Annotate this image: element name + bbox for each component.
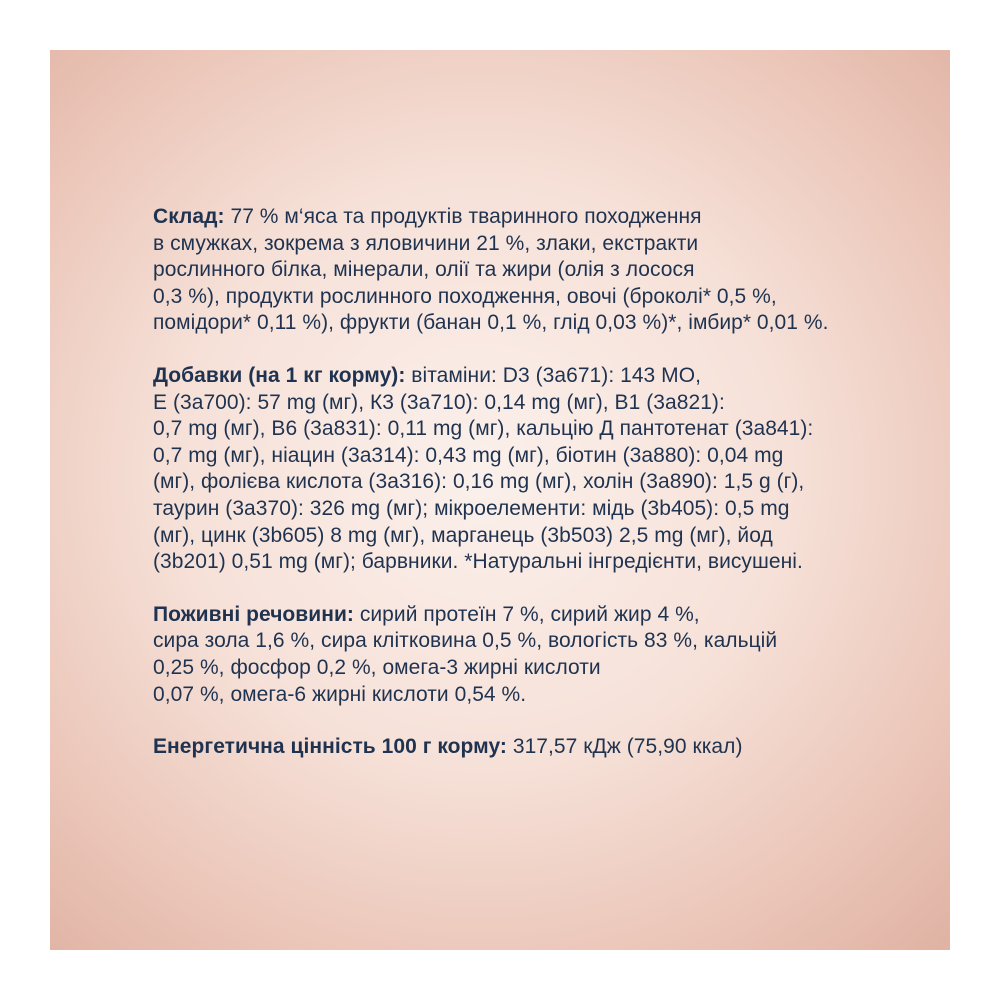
additives-text-1: вітаміни: D3 (3а671): 143 МО,: [405, 363, 701, 387]
ingredients-text-block: [153, 204, 853, 761]
nutrients-line-4: 0,07 %, омега-6 жирні кислоти 0,54 %.: [153, 682, 527, 706]
nutrients-text-1: сирий протеїн 7 %, сирий жир 4 %,: [353, 602, 700, 626]
composition-section: [153, 204, 853, 337]
nutrients-line-3: 0,25 %, фосфор 0,2 %, омега-3 жирні кислоти: [153, 655, 601, 679]
nutrients-line-1: [153, 602, 853, 629]
additives-line-2: Е (3а700): 57 mg (мг), К3 (3а710): 0,14 mg (мг), В1 (3а821):: [153, 390, 725, 414]
nutrients-heading: Поживні речовини:: [153, 602, 354, 626]
additives-section: [153, 363, 853, 576]
composition-line-4: 0,3 %), продукти рослинного походження, овочі (броколі* 0,5 %,: [153, 284, 777, 308]
energy-section: [153, 734, 853, 761]
composition-text-1: 77 % м‘яса та продуктів тваринного походження: [224, 205, 702, 228]
nutrients-line-2: сира зола 1,6 %, сира клітковина 0,5 %, вологість 83 %, кальцій: [153, 629, 778, 653]
nutrients-section: [153, 602, 853, 708]
composition-line-3: рослинного білка, мінерали, олії та жири (олія з лосося: [153, 258, 695, 282]
energy-line-1: [153, 734, 853, 761]
additives-heading: Добавки (на 1 кг корму):: [153, 363, 406, 387]
additives-line-1: [153, 363, 853, 390]
composition-line-5: помідори* 0,11 %), фрукти (банан 0,1 %, глід 0,03 %)*, імбир* 0,01 %.: [153, 311, 829, 335]
composition-heading: Склад:: [153, 205, 225, 228]
label-panel: [50, 50, 950, 950]
additives-line-4: 0,7 mg (мг), ніацин (3а314): 0,43 mg (мг), біотин (3а880): 0,04 mg: [153, 443, 784, 467]
energy-heading: Енергетична цінність 100 г корму:: [153, 735, 507, 759]
composition-line-2: в смужках, зокрема з яловичини 21 %, злаки, екстракти: [153, 231, 699, 255]
energy-text-1: 317,57 кДж (75,90 ккал): [506, 735, 743, 759]
additives-line-3: 0,7 mg (мг), В6 (3а831): 0,11 mg (мг), кальцію Д пантотенат (3а841):: [153, 417, 814, 441]
composition-line-1: [153, 204, 853, 231]
additives-line-7: (мг), цинк (3b605) 8 mg (мг), марганець (3b503) 2,5 mg (мг), йод: [153, 523, 773, 547]
additives-line-8: (3b201) 0,51 mg (мг); барвники. *Натуральні інгредієнти, висушені.: [153, 550, 803, 574]
additives-line-6: таурин (3а370): 326 mg (мг); мікроелементи: мідь (3b405): 0,5 mg: [153, 496, 790, 520]
additives-line-5: (мг), фолієва кислота (3а316): 0,16 mg (мг), холін (3а890): 1,5 g (г),: [153, 470, 805, 494]
